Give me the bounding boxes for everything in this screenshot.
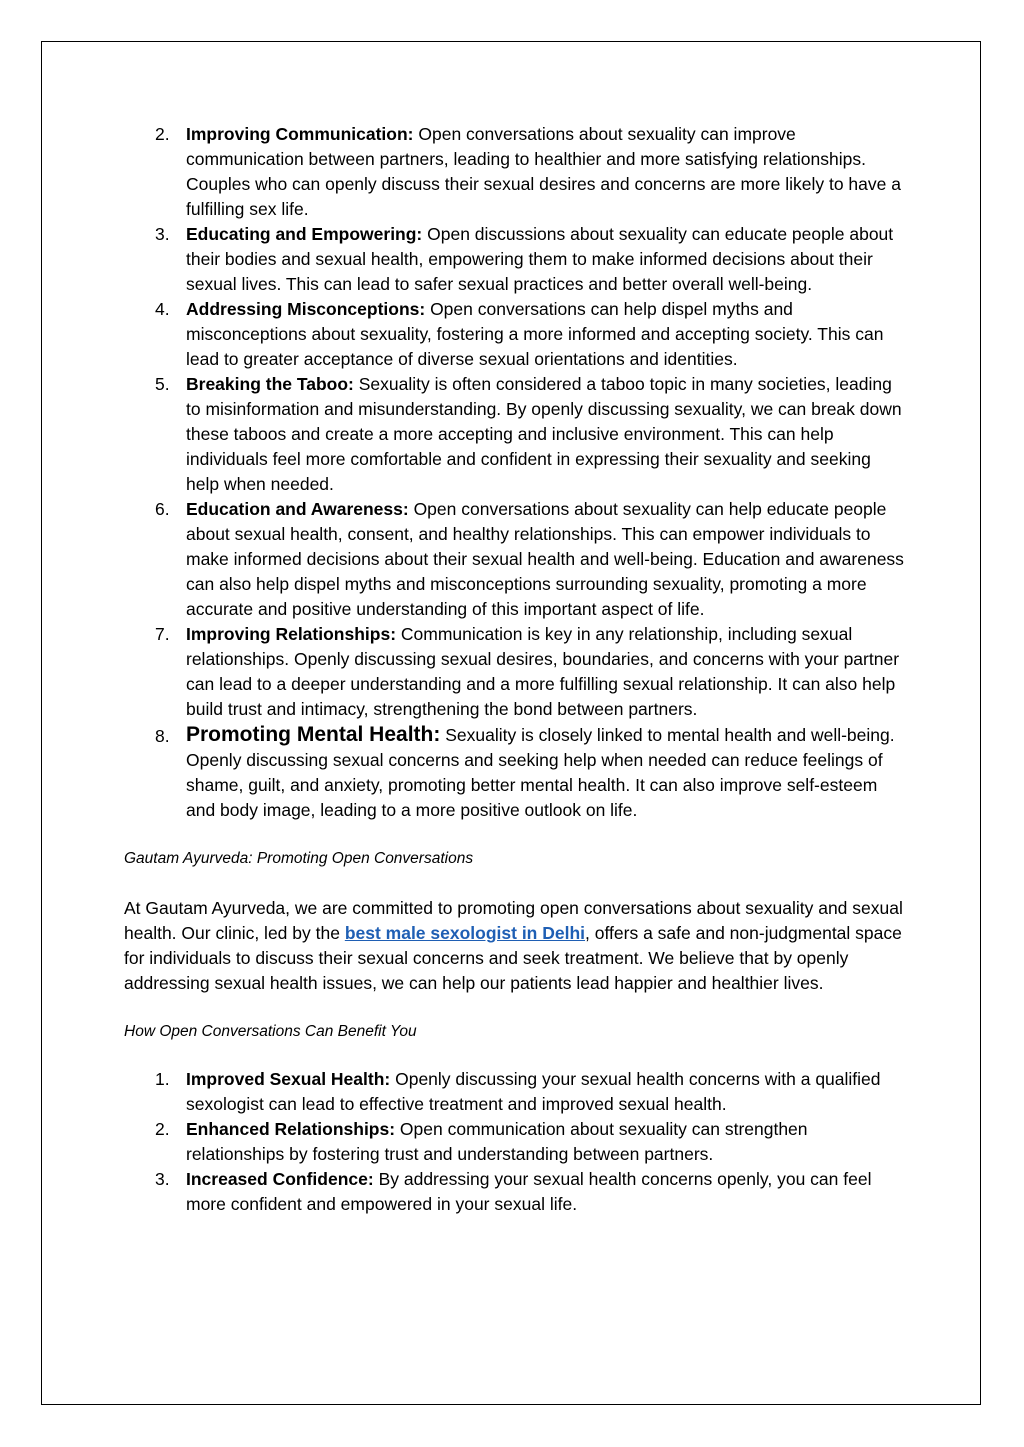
list-number: 3. <box>155 224 170 244</box>
list-item-title: Improving Relationships: <box>186 624 397 644</box>
list-item <box>124 1067 904 1117</box>
list-number: 2. <box>155 1119 170 1139</box>
list-item-title: Education and Awareness: <box>186 499 409 519</box>
benefits-list <box>124 1067 904 1217</box>
list-number: 7. <box>155 624 170 644</box>
list-item-title: Breaking the Taboo: <box>186 374 354 394</box>
list-item <box>124 1117 904 1167</box>
list-item-text: Open conversations can help dispel myths and misconceptions about sexuality, fostering a more informed and accepting society. This can lead to greater acceptance of diverse sexual orientations and identities. <box>186 299 884 369</box>
list-number: 4. <box>155 299 170 319</box>
list-item-title: Increased Confidence: <box>186 1169 374 1189</box>
list-item-text: Open communication about sexuality can strengthen relationships by fostering trust and understanding between partners. <box>186 1119 808 1164</box>
list-item <box>124 622 904 722</box>
list-number: 3. <box>155 1169 170 1189</box>
list-item-text: Open discussions about sexuality can educate people about their bodies and sexual health, empowering them to make informed decisions about their sexual lives. This can lead to safer sexual practices and better overall well-being. <box>186 224 894 294</box>
list-item <box>124 122 904 222</box>
paragraph-text: At Gautam Ayurveda, we are committed to promoting open conversations about sexuality and sexual health. Our clinic, led by the <box>124 898 903 943</box>
list-item <box>124 497 904 622</box>
section-heading-gautam: Gautam Ayurveda: Promoting Open Conversations <box>124 850 474 867</box>
list-item-title: Addressing Misconceptions: <box>186 299 426 319</box>
list-item-title: Promoting Mental Health: <box>186 723 441 746</box>
list-item-text: By addressing your sexual health concerns openly, you can feel more confident and empowered in your sexual life. <box>186 1169 872 1214</box>
list-item <box>124 1167 904 1217</box>
list-item-text: Openly discussing your sexual health concerns with a qualified sexologist can lead to effective treatment and improved sexual health. <box>186 1069 881 1114</box>
list-item <box>124 722 904 823</box>
list-item-text: Open conversations about sexuality can help educate people about sexual health, consent, and healthy relationships. This can empower individuals to make informed decisions about their sexual health and well-being. Education and awareness can also help dispel myths and misconceptions surrounding sexuality, promoting a more accurate and positive understanding of this important aspect of life. <box>186 499 904 619</box>
list-item <box>124 372 904 497</box>
list-number: 5. <box>155 374 170 394</box>
list-item <box>124 222 904 297</box>
list-item-text: Sexuality is closely linked to mental health and well-being. Openly discussing sexual concerns and seeking help when needed can reduce feelings of shame, guilt, and anxiety, promoting better mental health. It can also improve self-esteem and body image, leading to a more positive outlook on life. <box>186 725 895 820</box>
section-heading-benefit: How Open Conversations Can Benefit You <box>124 1023 417 1040</box>
list-number: 6. <box>155 499 170 519</box>
list-number: 8. <box>155 726 170 746</box>
list-item-text: Sexuality is often considered a taboo topic in many societies, leading to misinformation and misunderstanding. By openly discussing sexuality, we can break down these taboos and create a more accepting and inclusive environment. This can help individuals feel more comfortable and confident in expressing their sexuality and seeking help when needed. <box>186 374 902 494</box>
list-item-text: Open conversations about sexuality can improve communication between partners, leading to healthier and more satisfying relationships. Couples who can openly discuss their sexual desires and concerns are more likely to have a fulfilling sex life. <box>186 124 901 219</box>
list-number: 1. <box>155 1069 170 1089</box>
list-item-title: Enhanced Relationships: <box>186 1119 396 1139</box>
document-body <box>124 122 904 1217</box>
list-item-title: Improving Communication: <box>186 124 414 144</box>
list-item-title: Improved Sexual Health: <box>186 1069 391 1089</box>
gautam-paragraph <box>124 896 904 996</box>
benefits-list-top <box>124 122 904 823</box>
paragraph-text: , offers a safe and non-judgmental space for individuals to discuss their sexual concerns and seek treatment. We believe that by openly addressing sexual health issues, we can help our patients lead happier and healthier lives. <box>124 923 902 993</box>
list-number: 2. <box>155 124 170 144</box>
sexologist-link[interactable]: best male sexologist in Delhi <box>344 923 586 943</box>
list-item <box>124 297 904 372</box>
list-item-title: Educating and Empowering: <box>186 224 423 244</box>
list-item-text: Communication is key in any relationship, including sexual relationships. Openly discussing sexual desires, boundaries, and concerns with your partner can lead to a deeper understanding and a more fulfilling sexual relationship. It can also help build trust and intimacy, strengthening the bond between partners. <box>186 624 900 719</box>
